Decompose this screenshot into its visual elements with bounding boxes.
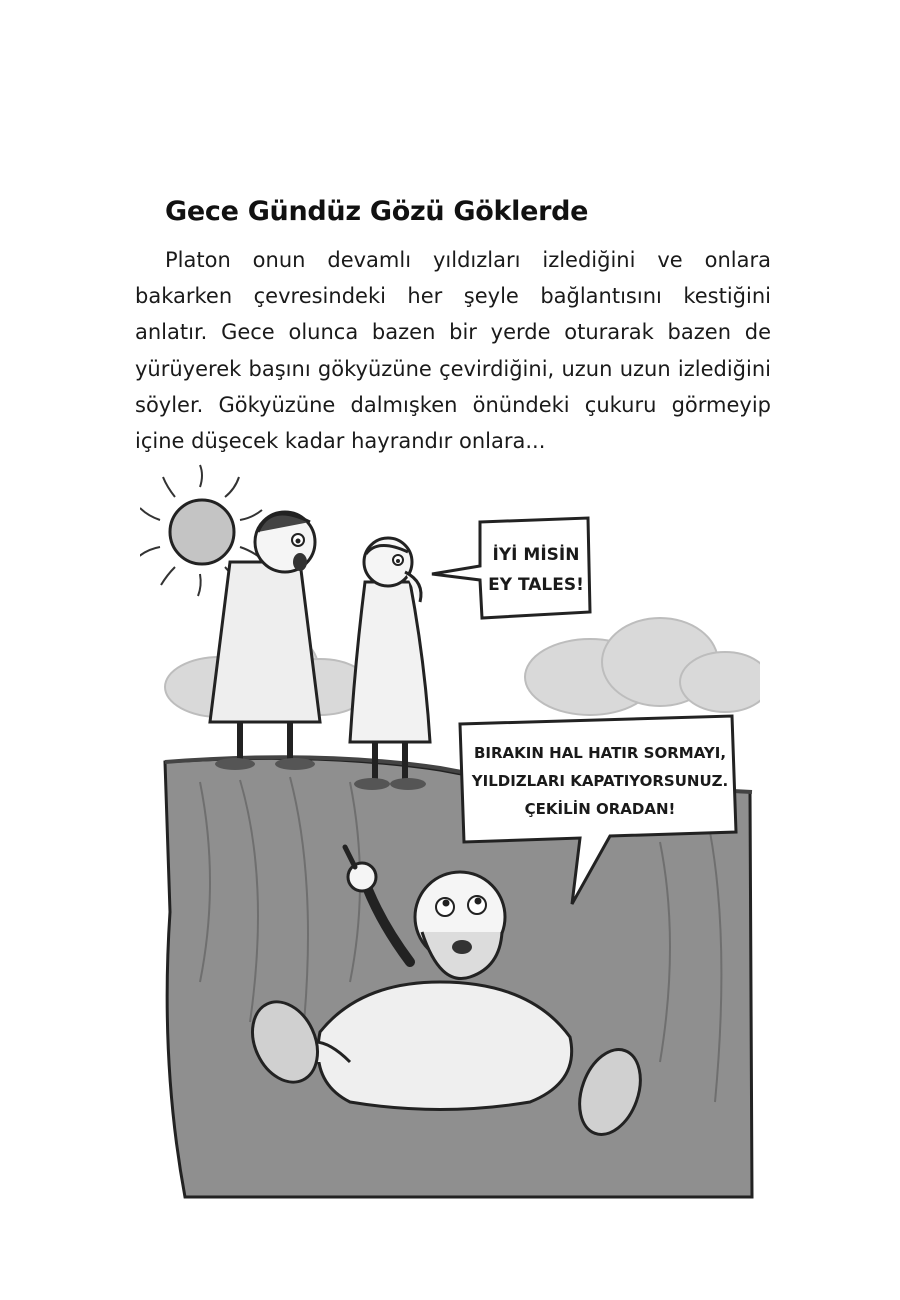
standing-man-right <box>350 538 430 790</box>
bubble-top-line-1: İYİ MİSİN <box>492 545 580 565</box>
section-title: Gece Gündüz Gözü Göklerde <box>165 196 589 227</box>
bubble-top-line-2: EY TALES! <box>488 575 584 595</box>
comic-illustration <box>140 462 760 1202</box>
bubble-bottom-line-1: BIRAKIN HAL HATIR SORMAYI, <box>473 744 727 762</box>
comic-svg <box>140 462 760 1202</box>
speech-bubble-top <box>432 518 590 618</box>
cloud-right <box>525 618 760 715</box>
bubble-bottom-line-3: ÇEKİLİN ORADAN! <box>524 800 676 818</box>
bubble-bottom-line-2: YILDIZLARI KAPATIYORSUNUZ. <box>471 772 729 790</box>
body-paragraph: Platon onun devamlı yıldızları izlediğini ve onlara bakarken çevresindeki her şeyle bağlantısını kestiğini anlatır. Gece olunca bazen bir yerde oturarak bazen de yürüyerek başını gökyüzüne çevirdiğini, uzun uzun izlediğini söyler. Gökyüzüne dalmışken önündeki çukuru görmeyip içine düşecek kadar hayrandır onlara... <box>135 248 771 454</box>
